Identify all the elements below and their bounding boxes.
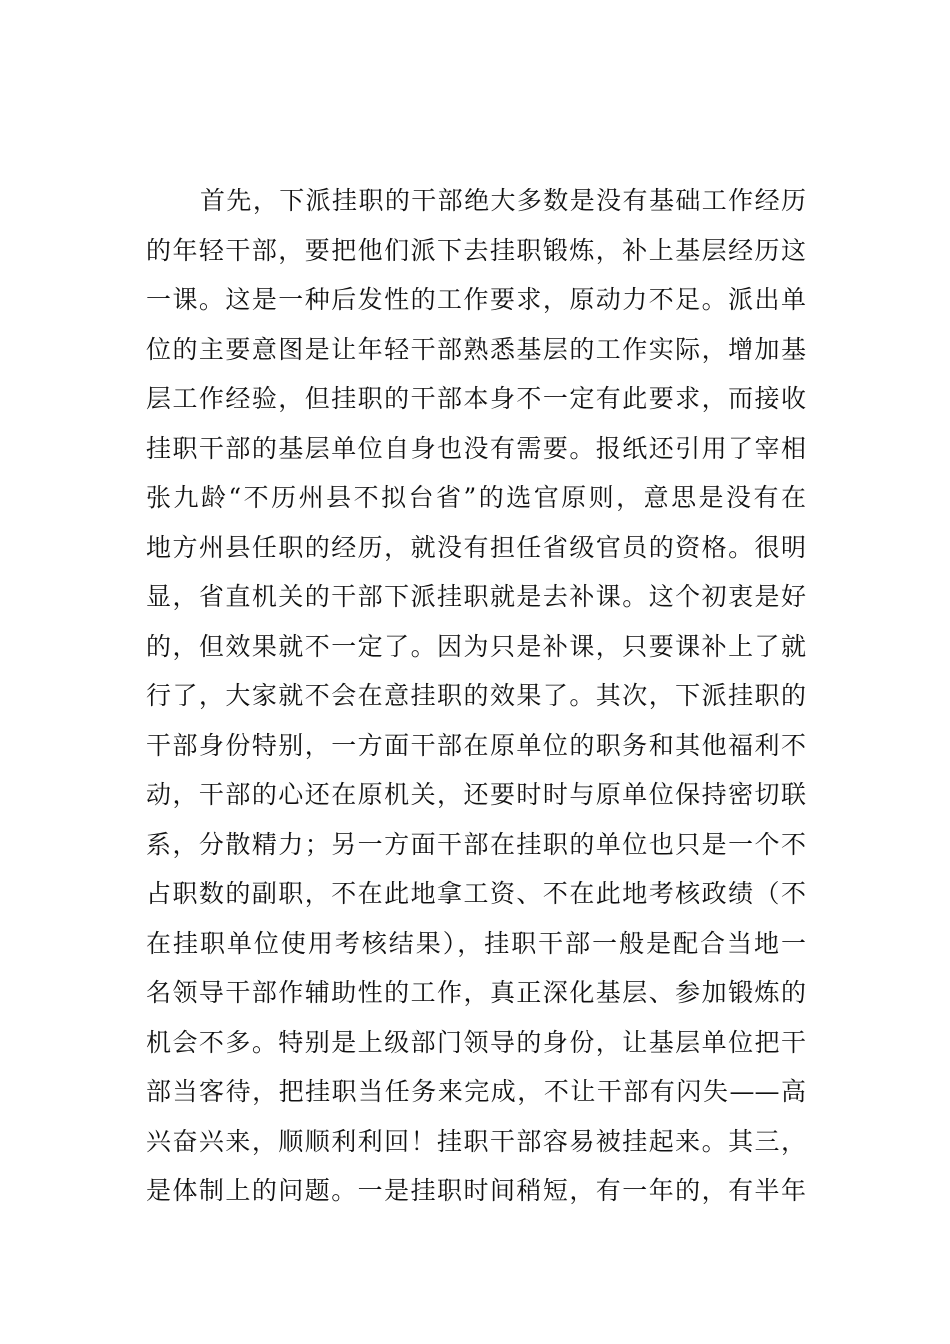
paragraph-line: 挂职干部的基层单位自身也没有需要。报纸还引用了宰相 bbox=[146, 433, 806, 463]
paragraph-line: 干部身份特别，一方面干部在原单位的职务和其他福利不 bbox=[146, 730, 806, 760]
paragraph-line: 行了，大家就不会在意挂职的效果了。其次，下派挂职的 bbox=[146, 681, 806, 710]
paragraph-line: 动，干部的心还在原机关，还要时时与原单位保持密切联 bbox=[146, 780, 806, 809]
paragraph-line: 地方州县任职的经历，就没有担任省级官员的资格。很明 bbox=[146, 532, 806, 562]
paragraph-line: 占职数的副职，不在此地拿工资、不在此地考核政绩（不 bbox=[146, 879, 806, 908]
paragraph-line: 的，但效果就不一定了。因为只是补课，只要课补上了就 bbox=[146, 631, 806, 661]
paragraph-line: 是体制上的问题。一是挂职时间稍短，有一年的，有半年 bbox=[146, 1176, 806, 1205]
paragraph-line: 机会不多。特别是上级部门领导的身份，让基层单位把干 bbox=[146, 1027, 806, 1057]
paragraph-line: 的年轻干部，要把他们派下去挂职锻炼，补上基层经历这 bbox=[146, 235, 806, 265]
body-paragraph bbox=[146, 178, 806, 1218]
paragraph-line: 一课。这是一种后发性的工作要求，原动力不足。派出单 bbox=[146, 285, 806, 314]
paragraph-line: 部当客待，把挂职当任务来完成，不让干部有闪失——高 bbox=[146, 1077, 806, 1106]
paragraph-line: 兴奋兴来，顺顺利利回！挂职干部容易被挂起来。其三， bbox=[146, 1126, 806, 1156]
paragraph-line: 位的主要意图是让年轻干部熟悉基层的工作实际，增加基 bbox=[146, 334, 806, 364]
paragraph-line: 首先，下派挂职的干部绝大多数是没有基础工作经历 bbox=[200, 186, 806, 215]
paragraph-line: 在挂职单位使用考核结果），挂职干部一般是配合当地一 bbox=[146, 928, 806, 958]
paragraph-line: 名领导干部作辅助性的工作，真正深化基层、参加锻炼的 bbox=[146, 978, 806, 1007]
paragraph-line: 系，分散精力；另一方面干部在挂职的单位也只是一个不 bbox=[146, 829, 806, 859]
paragraph-line: 张九龄“不历州县不拟台省”的选官原则，意思是没有在 bbox=[146, 483, 806, 512]
paragraph-line: 显，省直机关的干部下派挂职就是去补课。这个初衷是好 bbox=[146, 582, 806, 611]
paragraph-line: 层工作经验，但挂职的干部本身不一定有此要求，而接收 bbox=[146, 384, 806, 413]
